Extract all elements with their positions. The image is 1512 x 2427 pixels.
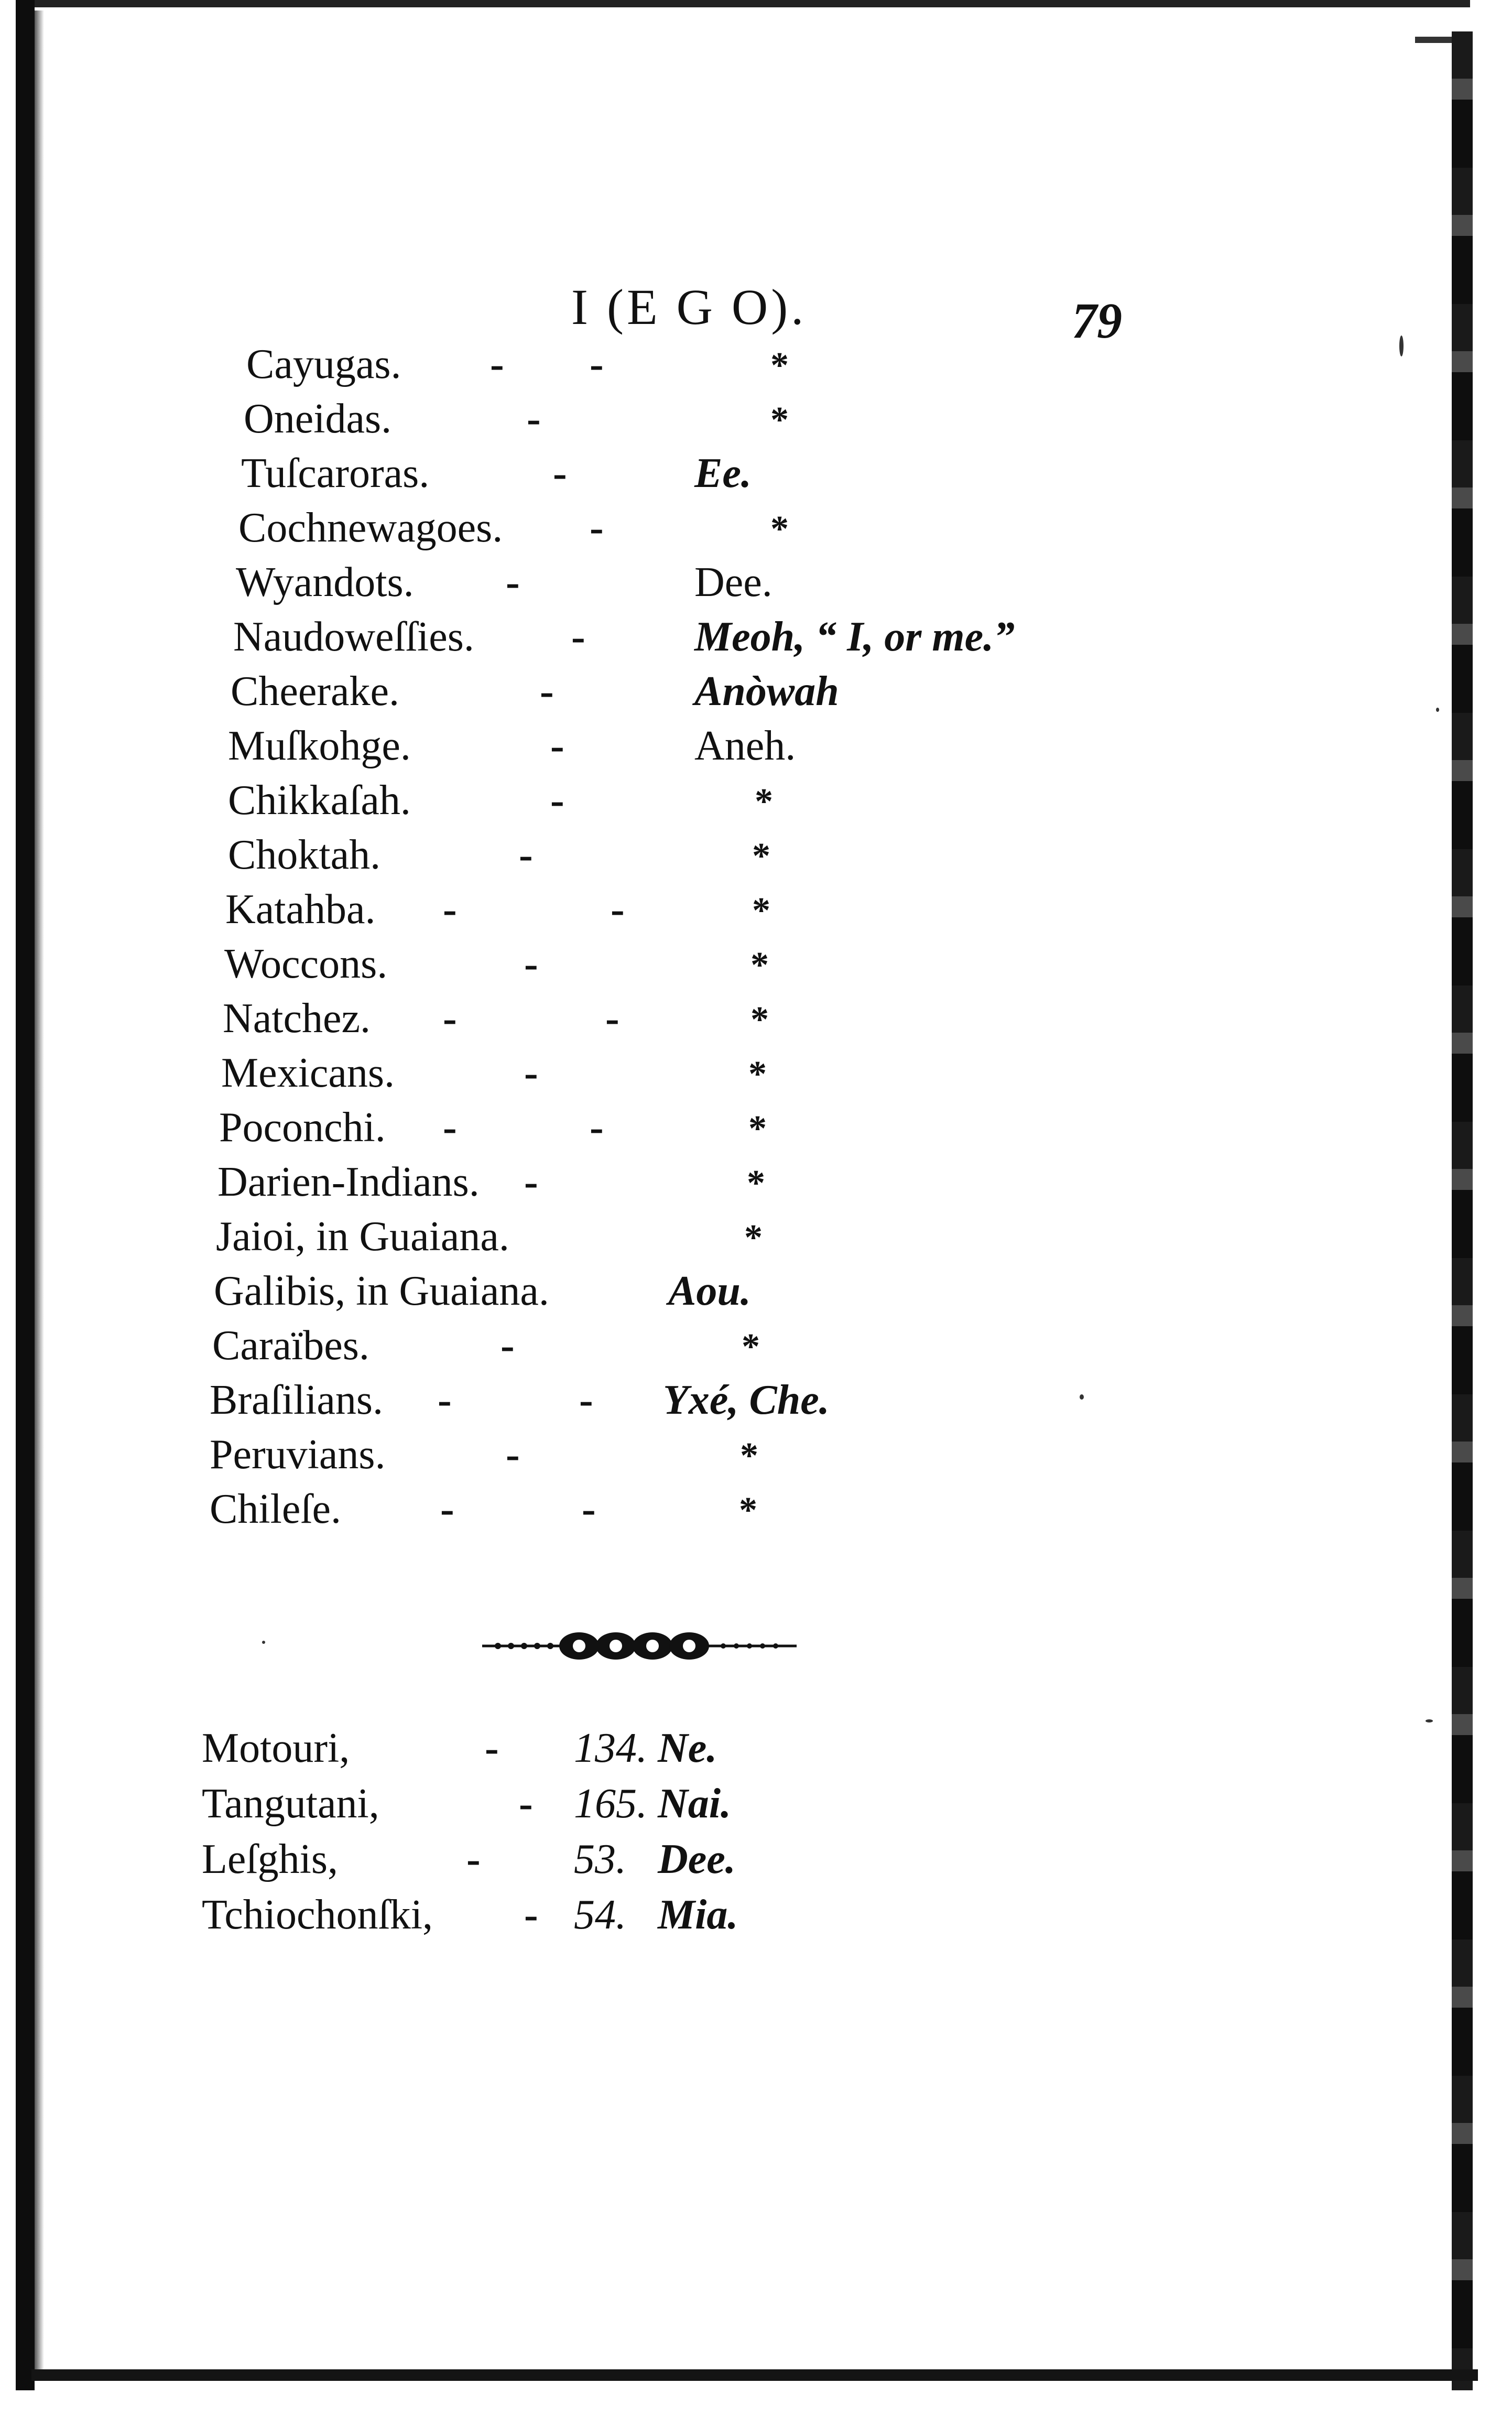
leader-dash: - bbox=[582, 1486, 596, 1532]
list-item bbox=[0, 668, 1512, 722]
list-item bbox=[0, 777, 1512, 831]
list-item bbox=[0, 559, 1512, 613]
asterisk-mark: * bbox=[770, 345, 789, 386]
leader-dash: - bbox=[579, 1377, 593, 1423]
leader-dash: - bbox=[519, 1781, 533, 1827]
list-item bbox=[0, 1836, 1512, 1891]
leader-dash: - bbox=[550, 723, 564, 769]
leader-dash: - bbox=[485, 1725, 499, 1771]
page-header bbox=[0, 273, 1512, 349]
tribe-name: Katahba. bbox=[225, 886, 376, 933]
tribe-name: Cochnewagoes. bbox=[238, 505, 503, 551]
scan-speck bbox=[1426, 1719, 1433, 1722]
list-item bbox=[0, 450, 1512, 504]
tribe-name: Chikkaſah. bbox=[228, 777, 411, 824]
tribe-name: Galibis, in Guaiana. bbox=[214, 1268, 549, 1314]
list-item bbox=[0, 1486, 1512, 1540]
leader-dash: - bbox=[524, 941, 538, 987]
tribe-name: Natchez. bbox=[223, 995, 371, 1042]
running-head: I (E G O). bbox=[571, 279, 807, 335]
asterisk-mark: * bbox=[744, 1218, 763, 1258]
asterisk-mark: * bbox=[770, 400, 789, 440]
list-item bbox=[0, 1322, 1512, 1377]
page-number: 79 bbox=[1072, 292, 1122, 349]
word-for-i: Ne. bbox=[658, 1725, 717, 1771]
secondary-list bbox=[0, 1725, 1512, 1947]
reference-number: 165. bbox=[574, 1781, 647, 1827]
leader-dash: - bbox=[605, 995, 619, 1042]
tribe-name: Naudoweſſies. bbox=[233, 614, 474, 660]
people-name: Motouri, bbox=[202, 1725, 350, 1771]
leader-dash: - bbox=[438, 1377, 452, 1423]
tribe-name: Cayugas. bbox=[246, 341, 401, 387]
word-for-i: Mia. bbox=[658, 1892, 738, 1938]
list-item bbox=[0, 1780, 1512, 1836]
list-item bbox=[0, 940, 1512, 995]
word-for-i: Ee. bbox=[694, 450, 752, 496]
list-item bbox=[0, 1267, 1512, 1322]
people-name: Tchiochonſki, bbox=[202, 1892, 433, 1938]
leader-dash: - bbox=[524, 1892, 538, 1938]
asterisk-mark: * bbox=[752, 836, 770, 876]
tribe-name: Cheerake. bbox=[231, 668, 400, 714]
people-name: Tangutani, bbox=[202, 1781, 379, 1827]
leader-dash: - bbox=[440, 1486, 454, 1532]
list-item bbox=[0, 1049, 1512, 1104]
leader-dash: - bbox=[524, 1050, 538, 1096]
leader-dash: - bbox=[550, 777, 564, 824]
asterisk-mark: * bbox=[748, 1054, 767, 1095]
reference-number: 54. bbox=[574, 1892, 626, 1938]
asterisk-mark: * bbox=[750, 1000, 769, 1040]
tribe-list bbox=[0, 341, 1512, 1540]
word-for-i: Dee. bbox=[658, 1836, 736, 1882]
list-item bbox=[0, 886, 1512, 940]
tribe-name: Braſilians. bbox=[210, 1377, 384, 1423]
list-item bbox=[0, 831, 1512, 886]
word-for-i: Nai. bbox=[658, 1781, 731, 1827]
list-item bbox=[0, 341, 1512, 395]
asterisk-mark: * bbox=[742, 1327, 760, 1367]
scan-speck bbox=[262, 1641, 265, 1644]
reference-number: 134. bbox=[574, 1725, 647, 1771]
leader-dash: - bbox=[590, 341, 604, 387]
leader-dash: - bbox=[443, 886, 457, 933]
word-for-i: Aneh. bbox=[694, 723, 796, 769]
tribe-name: Peruvians. bbox=[210, 1432, 386, 1478]
tribe-name: Oneidas. bbox=[244, 396, 392, 442]
list-item bbox=[0, 395, 1512, 450]
leader-dash: - bbox=[506, 1432, 520, 1478]
ornament-divider bbox=[482, 1628, 797, 1664]
list-item bbox=[0, 1377, 1512, 1431]
page-bottom-edge bbox=[31, 2369, 1478, 2381]
word-for-i: Yxé, Che. bbox=[663, 1377, 830, 1423]
scan-speck bbox=[1399, 335, 1404, 356]
list-item bbox=[0, 722, 1512, 777]
word-for-i: Anòwah bbox=[694, 668, 839, 714]
leader-dash: - bbox=[443, 1104, 457, 1151]
word-for-i: Meoh, “ I, or me.” bbox=[694, 614, 1015, 660]
leader-dash: - bbox=[527, 396, 541, 442]
list-item bbox=[0, 1213, 1512, 1267]
asterisk-mark: * bbox=[755, 782, 773, 822]
leader-dash: - bbox=[519, 832, 533, 878]
list-item bbox=[0, 504, 1512, 559]
scan-speck bbox=[1080, 1394, 1084, 1400]
list-item bbox=[0, 1431, 1512, 1486]
asterisk-mark: * bbox=[747, 1163, 765, 1204]
list-item bbox=[0, 995, 1512, 1049]
leader-dash: - bbox=[490, 341, 504, 387]
asterisk-mark: * bbox=[740, 1436, 758, 1476]
leader-dash: - bbox=[524, 1159, 538, 1205]
page-right-corner bbox=[1415, 37, 1452, 43]
list-item bbox=[0, 1725, 1512, 1780]
tribe-name: Jaioi, in Guaiana. bbox=[216, 1214, 509, 1260]
list-item bbox=[0, 1158, 1512, 1213]
list-item bbox=[0, 1891, 1512, 1947]
leader-dash: - bbox=[501, 1323, 515, 1369]
leader-dash: - bbox=[443, 995, 457, 1042]
tribe-name: Woccons. bbox=[224, 941, 388, 987]
tribe-name: Poconchi. bbox=[219, 1104, 386, 1151]
tribe-name: Chileſe. bbox=[210, 1486, 342, 1532]
tribe-name: Tuſcaroras. bbox=[241, 450, 430, 496]
people-name: Leſghis, bbox=[202, 1836, 338, 1882]
leader-dash: - bbox=[590, 505, 604, 551]
tribe-name: Darien-Indians. bbox=[217, 1159, 480, 1205]
word-for-i: Dee. bbox=[694, 559, 773, 605]
asterisk-mark: * bbox=[770, 509, 789, 549]
tribe-name: Choktah. bbox=[228, 832, 381, 878]
tribe-name: Caraïbes. bbox=[212, 1323, 369, 1369]
asterisk-mark: * bbox=[750, 945, 769, 985]
list-item bbox=[0, 1104, 1512, 1158]
tribe-name: Wyandots. bbox=[236, 559, 414, 605]
asterisk-mark: * bbox=[748, 1109, 767, 1149]
reference-number: 53. bbox=[574, 1836, 626, 1882]
asterisk-mark: * bbox=[752, 891, 770, 931]
scan-speck bbox=[1436, 708, 1439, 712]
leader-dash: - bbox=[611, 886, 625, 933]
leader-dash: - bbox=[590, 1104, 604, 1151]
tribe-name: Mexicans. bbox=[221, 1050, 395, 1096]
leader-dash: - bbox=[571, 614, 585, 660]
word-for-i: Aou. bbox=[668, 1268, 751, 1314]
page-top-edge bbox=[31, 0, 1470, 7]
tribe-name: Muſkohge. bbox=[228, 723, 411, 769]
leader-dash: - bbox=[553, 450, 567, 496]
asterisk-mark: * bbox=[739, 1490, 757, 1531]
leader-dash: - bbox=[466, 1836, 481, 1882]
leader-dash: - bbox=[506, 559, 520, 605]
leader-dash: - bbox=[540, 668, 554, 714]
list-item bbox=[0, 613, 1512, 668]
